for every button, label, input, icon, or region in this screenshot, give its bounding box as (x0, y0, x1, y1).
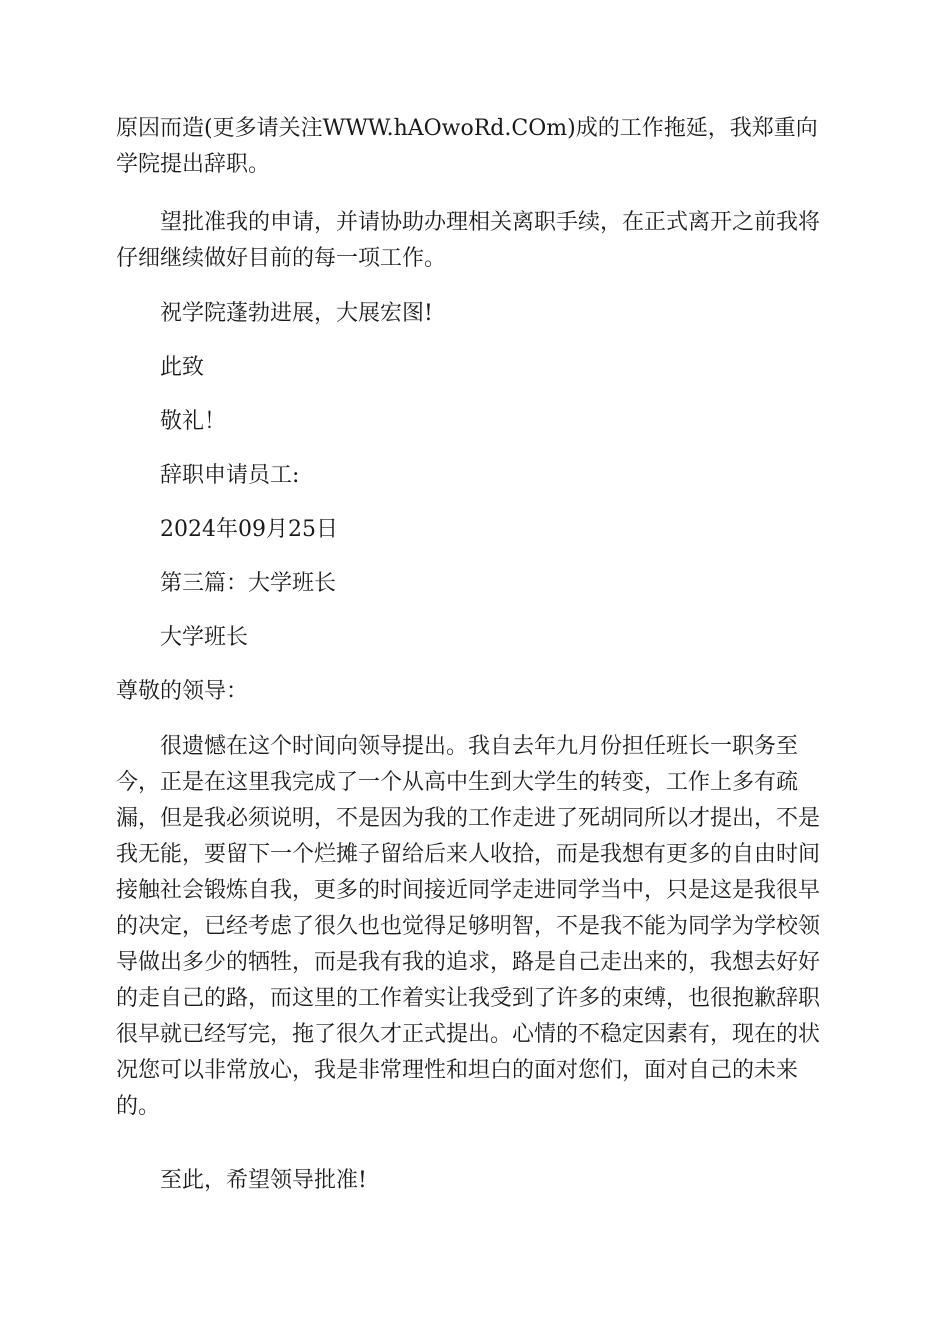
signature-label: 辞职申请员工: (160, 463, 300, 488)
paragraph-request: 望批准我的申请，并请协助办理相关离职手续，在正式离开之前我将仔细继续做好目前的每一项工作。 (116, 210, 821, 271)
paragraph-continuation: 原因而造(更多请关注WWW.hAOwoRd.COm)成的工作拖延，我郑重向学院提出辞职。 (116, 116, 818, 177)
salutation-regards: 敬礼！ (160, 409, 227, 434)
letter-title: 大学班长 (160, 625, 249, 650)
paragraph-conclusion: 至此，希望领导批准! (160, 1168, 367, 1193)
greeting: 尊敬的领导： (116, 679, 249, 704)
salutation-closing: 此致 (160, 355, 205, 380)
paragraph-body: 很遗憾在这个时间向领导提出。我自去年九月份担任班长一职务至今，正是在这里我完成了一个从高中生到大学生的转变，工作上多有疏漏，但是我必须说明，不是因为我的工作走进了死胡同所以才提出，不是我无能，要留下一个烂摊子留给后来人收拾，而是我想有更多的自由时间接触社会锻炼自我，更多的时间接近同学走进同学当中，只是这是我很早的决定，已经考虑了很久也也觉得足够明智，不是我不能为同学为学校领导做出多少的牺牲，而是我有我的追求，路是自己走出来的，我想去好好的走自己的路，而这里的工作着实让我受到了许多的束缚，也很抱歉辞职很早就已经写完，拖了很久才正式提出。心情的不稳定因素有，现在的状况您可以非常放心，我是非常理性和坦白的面对您们，面对自己的未来的。 (116, 734, 821, 1119)
paragraph-wishes: 祝学院蓬勃进展，大展宏图! (160, 301, 433, 326)
section-heading: 第三篇：大学班长 (160, 571, 337, 596)
date-line: 2024年09月25日 (160, 517, 338, 542)
